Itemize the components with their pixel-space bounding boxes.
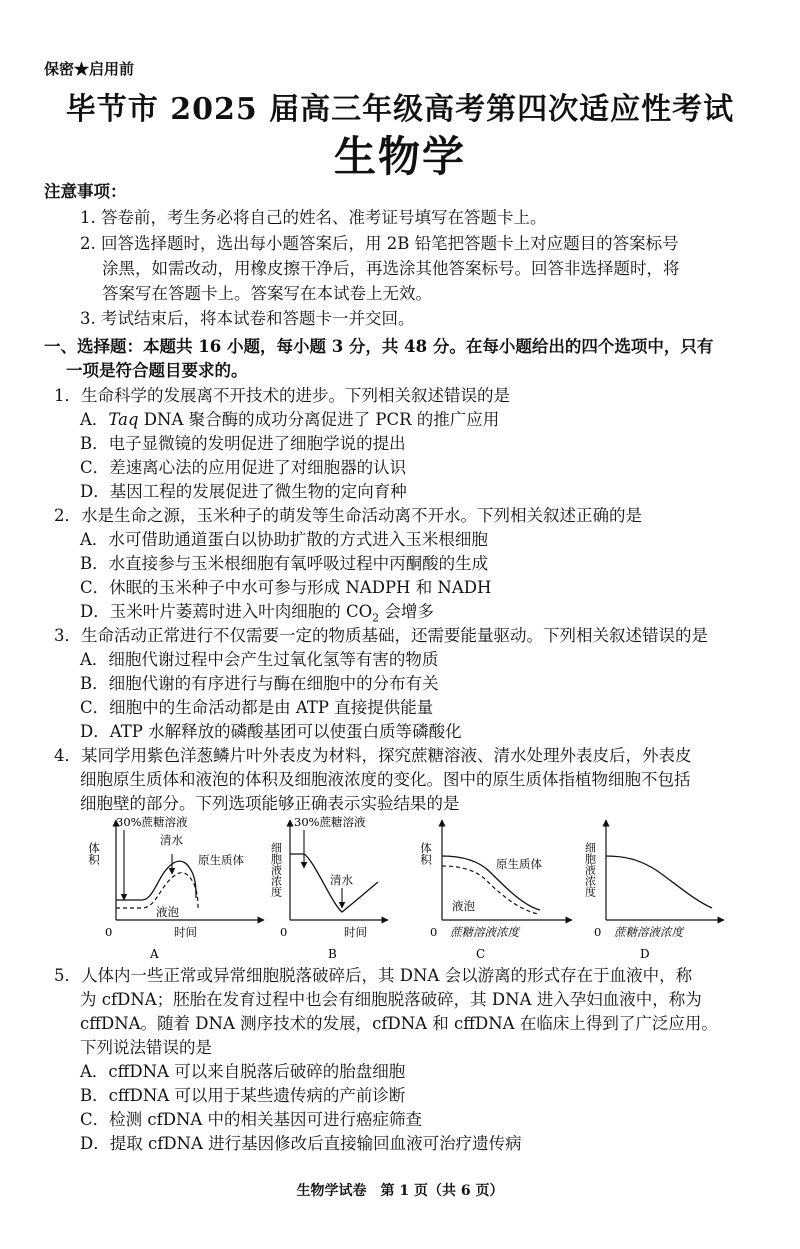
figure-a (87, 812, 272, 962)
figure-b-caption: B (328, 947, 337, 961)
figure-a-origin: 0 (105, 925, 113, 939)
section-heading: 一、选择题：本题共 16 小题，每小题 3 分，共 48 分。在每小题给出的四个选项中，只有 (44, 337, 714, 356)
figure-d-ylabel: 细胞液浓度 (583, 842, 597, 897)
figure-d-origin: 0 (594, 925, 602, 939)
figure-d (584, 812, 734, 962)
q1-option-d: D．基因工程的发展促进了微生物的定向育种 (80, 482, 407, 501)
figure-d-caption: D (640, 947, 650, 961)
q3-option-c: C．细胞中的生命活动都是由 ATP 直接提供能量 (80, 698, 434, 717)
q1-stem: 1．生命科学的发展离不开技术的进步。下列相关叙述错误的是 (54, 386, 510, 405)
notice-item-1: 1. 答卷前，考生务必将自己的姓名、准考证号填写在答题卡上。 (80, 208, 547, 227)
figure-a-curve1-label: 原生质体 (198, 853, 244, 867)
q4-stem-line3: 细胞壁的部分。下列选项能够正确表示实验结果的是 (80, 794, 460, 813)
q3-option-b: B．细胞代谢的有序进行与酶在细胞中的分布有关 (80, 674, 439, 693)
figure-c-origin: 0 (430, 925, 438, 939)
page-footer: 生物学试卷 第 1 页（共 6 页） (296, 1183, 504, 1199)
q4-stem-line1: 4．某同学用紫色洋葱鳞片叶外表皮为材料，探究蔗糖溶液、清水处理外表皮后，外表皮 (54, 746, 692, 765)
figure-b-top-label: 30%蔗糖溶液 (294, 815, 366, 829)
q2-stem: 2．水是生命之源，玉米种子的萌发等生命活动离不开水。下列相关叙述正确的是 (54, 506, 642, 525)
figure-c-ylabel: 体积 (419, 842, 433, 865)
figure-a-vacuole-curve (116, 873, 198, 908)
figure-c-curve2-label: 液泡 (452, 899, 475, 913)
q5-stem-line3: cffDNA。随着 DNA 测序技术的发展，cfDNA 和 cffDNA 在临床上得到了广泛应用。 (80, 1014, 718, 1033)
q5-stem-line4: 下列说法错误的是 (80, 1038, 212, 1057)
q3-option-d: D．ATP 水解释放的磷酸基团可以使蛋白质等磷酸化 (80, 722, 462, 741)
figure-a-caption: A (150, 947, 159, 961)
figure-a-ylabel: 体积 (87, 842, 101, 865)
notice-item-2: 2. 回答选择题时，选出每小题答案后，用 2B 铅笔把答题卡上对应题目的答案标号 (80, 234, 679, 253)
figure-a-protoplast-curve (116, 861, 196, 900)
q5-option-c: C．检测 cfDNA 中的相关基因可进行癌症筛查 (80, 1110, 423, 1129)
q5-option-b: B．cffDNA 可以用于某些遗传病的产前诊断 (80, 1086, 406, 1105)
notice-item-2-cont2: 答案写在答题卡上。答案写在本试卷上无效。 (102, 284, 432, 303)
q2-option-c: C．休眠的玉米种子中水可参与形成 NADPH 和 NADH (80, 578, 492, 597)
figure-b (270, 812, 420, 962)
q1-option-c: C．差速离心法的应用促进了对细胞器的认识 (80, 458, 407, 477)
subject-title: 生物学 (333, 132, 466, 181)
figure-a-mid-label: 清水 (160, 833, 183, 847)
exam-title: 毕节市 2025 届高三年级高考第四次适应性考试 (65, 92, 735, 127)
figure-c-curve1-label: 原生质体 (496, 857, 542, 871)
notice-item-2-cont: 涂黑，如需改动，用橡皮擦干净后，再选涂其他答案标号。回答非选择题时，将 (102, 259, 680, 278)
q5-option-a: A．cffDNA 可以来自脱落后破碎的胎盘细胞 (80, 1062, 406, 1081)
confidential-mark: 保密★启用前 (44, 60, 135, 78)
notice-heading: 注意事项： (44, 182, 127, 201)
q2-option-b: B．水直接参与玉米根细胞有氧呼吸过程中丙酮酸的生成 (80, 554, 489, 573)
figure-d-xlabel: 蔗糖溶液浓度 (614, 925, 683, 939)
section-heading-cont: 一项是符合题目要求的。 (66, 361, 248, 380)
figure-b-xlabel: 时间 (344, 925, 367, 939)
figure-b-ylabel: 细胞液浓度 (269, 842, 283, 897)
q1-option-b: B．电子显微镜的发明促进了细胞学说的提出 (80, 434, 406, 453)
figure-c (420, 812, 580, 962)
notice-item-3: 3. 考试结束后，将本试卷和答题卡一并交回。 (80, 309, 415, 328)
figure-b-mid-label: 清水 (330, 873, 353, 887)
q2-option-a: A．水可借助通道蛋白以协助扩散的方式进入玉米根细胞 (80, 530, 488, 549)
figure-a-xlabel: 时间 (174, 925, 197, 939)
figure-a-top-label: 30%蔗糖溶液 (116, 815, 188, 829)
figure-b-origin: 0 (280, 925, 288, 939)
q3-option-a: A．细胞代谢过程中会产生过氧化氢等有害的物质 (80, 650, 439, 669)
q3-stem: 3．生命活动正常进行不仅需要一定的物质基础，还需要能量驱动。下列相关叙述错误的是 (54, 626, 708, 645)
figure-d-curve (606, 856, 712, 908)
q5-stem-line1: 5．人体内一些正常或异常细胞脱落破碎后，其 DNA 会以游离的形式存在于血液中，称 (54, 966, 693, 985)
q2-option-d: D．玉米叶片萎蔫时进入叶肉细胞的 $CO_2$ 会增多 (80, 602, 434, 625)
figure-a-curve2-label: 液泡 (156, 905, 179, 919)
figure-c-caption: C (476, 947, 486, 961)
q5-stem-line2: 为 cfDNA；胚胎在发育过程中也会有细胞脱落破碎，其 DNA 进入孕妇血液中，称为 (80, 990, 702, 1009)
q4-stem-line2: 细胞原生质体和液泡的体积及细胞液浓度的变化。图中的原生质体指植物细胞不包括 (80, 770, 691, 789)
figure-c-xlabel: 蔗糖溶液浓度 (450, 925, 519, 939)
q5-option-d: D．提取 cfDNA 进行基因修改后直接输回血液可治疗遗传病 (80, 1134, 522, 1153)
q1-option-a: A．Taq DNA 聚合酶的成功分离促进了 PCR 的推广应用 (80, 410, 500, 429)
